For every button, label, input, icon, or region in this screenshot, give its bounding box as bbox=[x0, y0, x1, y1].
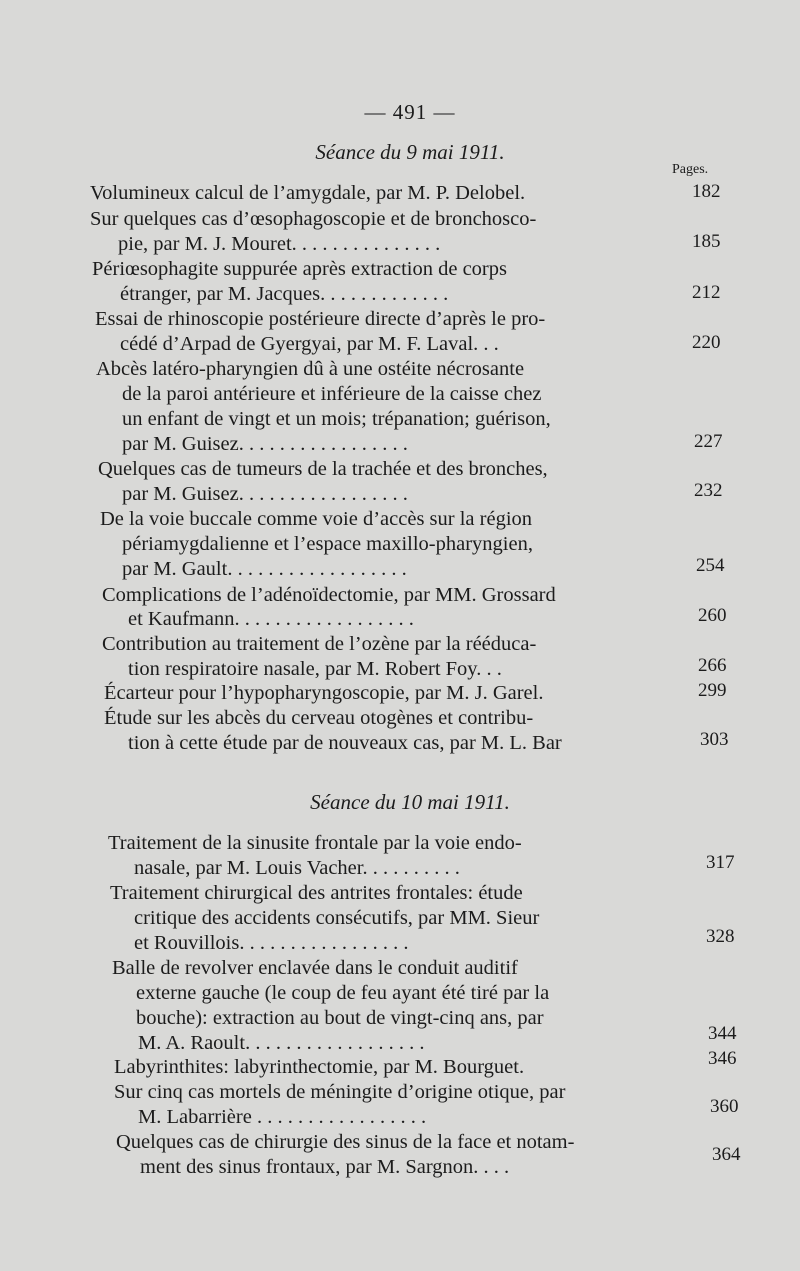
toc-entry-line: Volumineux calcul de l’amygdale, par M. P. Delobel. bbox=[90, 182, 526, 204]
toc-entry-line: bouche): extraction au bout de vingt-cinq ans, par bbox=[136, 1007, 544, 1029]
toc-entry-line: Traitement de la sinusite frontale par la voie endo- bbox=[108, 832, 522, 854]
toc-entry-line: périamygdalienne et l’espace maxillo-pharyngien, bbox=[122, 533, 533, 555]
toc-entry-line: Labyrinthites: labyrinthectomie, par M. Bourguet. bbox=[114, 1056, 525, 1078]
toc-entry-line: ment des sinus frontaux, par M. Sargnon. . . . bbox=[140, 1156, 510, 1178]
toc-entry-line: par M. Guisez. . . . . . . . . . . . . . . . . bbox=[122, 433, 408, 455]
toc-entry-line: un enfant de vingt et un mois; trépanation; guérison, bbox=[122, 408, 551, 430]
toc-entry-line: par M. Guisez. . . . . . . . . . . . . . . . . bbox=[122, 483, 408, 505]
toc-page-number: 212 bbox=[692, 282, 721, 303]
toc-page-number: 254 bbox=[696, 555, 725, 576]
toc-entry-line: cédé d’Arpad de Gyergyai, par M. F. Laval. . . bbox=[120, 333, 499, 355]
toc-entry-line: Périœsophagite suppurée après extraction de corps bbox=[92, 258, 507, 280]
toc-entry-line: et Rouvillois. . . . . . . . . . . . . . . . . bbox=[134, 932, 409, 954]
toc-entry-line: Quelques cas de chirurgie des sinus de la face et notam- bbox=[116, 1131, 575, 1153]
toc-entry-line: étranger, par M. Jacques. . . . . . . . . . . . . bbox=[120, 283, 449, 305]
section-title: Séance du 10 mai 1911. bbox=[310, 790, 510, 814]
toc-page-number: 364 bbox=[712, 1144, 741, 1165]
page-number: — 491 — bbox=[364, 100, 456, 124]
toc-entry-line: M. Labarrière . . . . . . . . . . . . . . . . . bbox=[138, 1106, 427, 1128]
toc-entry-line: externe gauche (le coup de feu ayant été tiré par la bbox=[136, 982, 550, 1004]
toc-entry-line: Balle de revolver enclavée dans le conduit auditif bbox=[112, 957, 518, 979]
toc-entry-line: nasale, par M. Louis Vacher. . . . . . . . . . bbox=[134, 857, 460, 879]
toc-entry-line: Sur quelques cas d’œsophagoscopie et de bronchosco- bbox=[90, 208, 537, 230]
toc-entry-line: Contribution au traitement de l’ozène par la rééduca- bbox=[102, 633, 537, 655]
toc-entry-line: de la paroi antérieure et inférieure de la caisse chez bbox=[122, 383, 542, 405]
toc-entry-line: Sur cinq cas mortels de méningite d’origine otique, par bbox=[114, 1081, 566, 1103]
toc-entry-line: Étude sur les abcès du cerveau otogènes et contribu- bbox=[104, 707, 534, 729]
toc-page-number: 227 bbox=[694, 431, 723, 452]
toc-entry-line: Traitement chirurgical des antrites frontales: étude bbox=[110, 882, 523, 904]
toc-entry-line: Complications de l’adénoïdectomie, par MM. Grossard bbox=[102, 584, 556, 606]
section-title: Séance du 9 mai 1911. bbox=[315, 140, 505, 164]
toc-entry-line: par M. Gault. . . . . . . . . . . . . . . . . . bbox=[122, 558, 407, 580]
toc-entry-line: De la voie buccale comme voie d’accès sur la région bbox=[100, 508, 533, 530]
toc-entry-line: pie, par M. J. Mouret. . . . . . . . . . . . . . . bbox=[118, 233, 441, 255]
toc-entry-line: M. A. Raoult. . . . . . . . . . . . . . . . . . bbox=[138, 1032, 425, 1054]
toc-entry-line: Essai de rhinoscopie postérieure directe d’après le pro- bbox=[95, 308, 546, 330]
toc-page-number: 328 bbox=[706, 926, 735, 947]
toc-entry-line: Quelques cas de tumeurs de la trachée et des bronches, bbox=[98, 458, 548, 480]
toc-entry-line: tion respiratoire nasale, par M. Robert Foy. . . bbox=[128, 658, 502, 680]
toc-page-number: 266 bbox=[698, 655, 727, 676]
toc-page-number: 303 bbox=[700, 729, 729, 750]
toc-page-number: 220 bbox=[692, 332, 721, 353]
toc-entry-line: et Kaufmann. . . . . . . . . . . . . . . . . . bbox=[128, 608, 414, 630]
toc-page-number: 344 bbox=[708, 1023, 737, 1044]
toc-page-number: 185 bbox=[692, 231, 721, 252]
toc-page-number: 260 bbox=[698, 605, 727, 626]
toc-page-number: 360 bbox=[710, 1096, 739, 1117]
toc-entry-line: Abcès latéro-pharyngien dû à une ostéite nécrosante bbox=[96, 358, 525, 380]
toc-page-number: 299 bbox=[698, 680, 727, 701]
toc-entry-line: tion à cette étude par de nouveaux cas, par M. L. Bar bbox=[128, 732, 562, 754]
pages-column-label: Pages. bbox=[672, 162, 709, 177]
toc-entry-line: critique des accidents consécutifs, par MM. Sieur bbox=[134, 907, 540, 929]
toc-page-number: 232 bbox=[694, 480, 723, 501]
toc-entry-line: Écarteur pour l’hypopharyngoscopie, par M. J. Garel. bbox=[104, 682, 544, 704]
toc-page-number: 182 bbox=[692, 181, 721, 202]
toc-page-number: 346 bbox=[708, 1048, 737, 1069]
toc-page-number: 317 bbox=[706, 852, 735, 873]
